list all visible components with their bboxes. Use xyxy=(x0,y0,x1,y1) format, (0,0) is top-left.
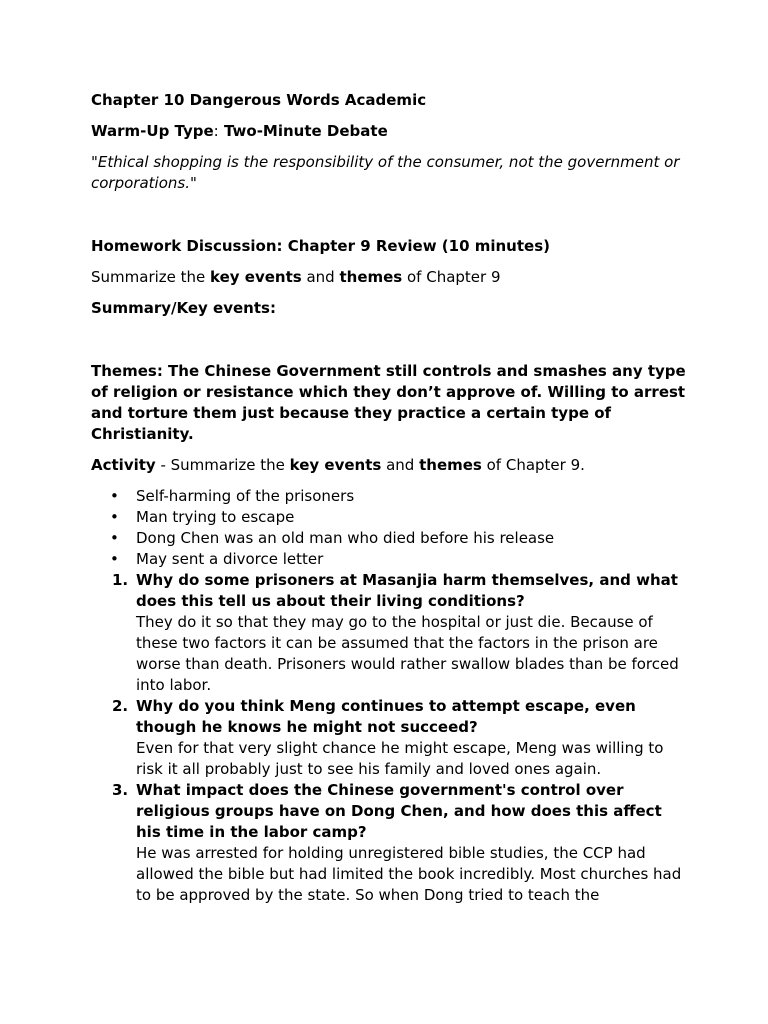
homework-heading: Homework Discussion: Chapter 9 Review (10 minutes) xyxy=(91,237,550,255)
activity-instruction xyxy=(91,455,691,476)
activity-themes: themes xyxy=(419,456,482,474)
activity-and: and xyxy=(381,456,420,474)
summarize-instruction xyxy=(91,267,691,288)
warmup-value: Two-Minute Debate xyxy=(218,122,388,140)
list-item: • May sent a divorce letter xyxy=(91,549,691,570)
list-item: • Man trying to escape xyxy=(91,507,691,528)
debate-quote xyxy=(91,152,691,194)
question-number: 3. xyxy=(112,781,129,799)
list-item: • Self-harming of the prisoners xyxy=(91,486,691,507)
question-text: Why do some prisoners at Masanjia harm themselves, and what does this tell us about their living conditions? xyxy=(136,571,678,610)
warmup-separator: : xyxy=(213,122,219,140)
summarize-pre: Summarize the xyxy=(91,268,211,286)
warmup-line xyxy=(91,121,691,142)
list-item: • Dong Chen was an old man who died before his release xyxy=(91,528,691,549)
document-title: Chapter 10 Dangerous Words Academic xyxy=(91,91,427,109)
document-body xyxy=(91,90,691,906)
activity-post: of Chapter 9. xyxy=(481,456,585,474)
question-item xyxy=(91,570,691,696)
question-number: 2. xyxy=(112,697,129,715)
summarize-key-events: key events xyxy=(210,268,302,286)
summary-heading: Summary/Key events: xyxy=(91,299,276,317)
question-item xyxy=(91,780,691,906)
key-events-list xyxy=(91,486,691,570)
questions-list xyxy=(91,570,691,906)
question-item xyxy=(91,696,691,780)
activity-key-events: key events xyxy=(289,456,382,474)
answer-text: They do it so that they may go to the hospital or just die. Because of these two factors it can be assumed that the factors in the prison are worse than death. Prisoners would rather swallow blades than be forced into labor. xyxy=(136,613,679,694)
answer-text: Even for that very slight chance he might escape, Meng was willing to risk it all probably just to see his family and loved ones again. xyxy=(136,739,664,778)
activity-label: Activity xyxy=(91,456,156,474)
summarize-and: and xyxy=(301,268,340,286)
activity-pre: - Summarize the xyxy=(155,456,290,474)
question-number: 1. xyxy=(112,571,129,589)
warmup-label: Warm-Up Type xyxy=(91,122,214,140)
summarize-themes: themes xyxy=(339,268,403,286)
question-text: Why do you think Meng continues to attempt escape, even though he knows he might not succeed? xyxy=(136,697,636,736)
themes-paragraph: Themes: The Chinese Government still controls and smashes any type of religion or resistance which they don’t approve of. Willing to arrest and torture them just because they practice a certain type of Christianity. xyxy=(91,362,686,443)
answer-text: He was arrested for holding unregistered bible studies, the CCP had allowed the bible but had limited the book incredibly. Most churches had to be approved by the state. So when Dong tried to teach the xyxy=(136,844,682,904)
quote-text: Ethical shopping is the responsibility of the consumer, not the government or corporations. xyxy=(91,153,680,192)
quote-close-mark: " xyxy=(189,174,197,192)
question-text: What impact does the Chinese government's control over religious groups have on Dong Chen, and how does this affect his time in the labor camp? xyxy=(136,781,662,841)
summarize-post: of Chapter 9 xyxy=(402,268,501,286)
quote-open-mark: " xyxy=(91,153,98,171)
